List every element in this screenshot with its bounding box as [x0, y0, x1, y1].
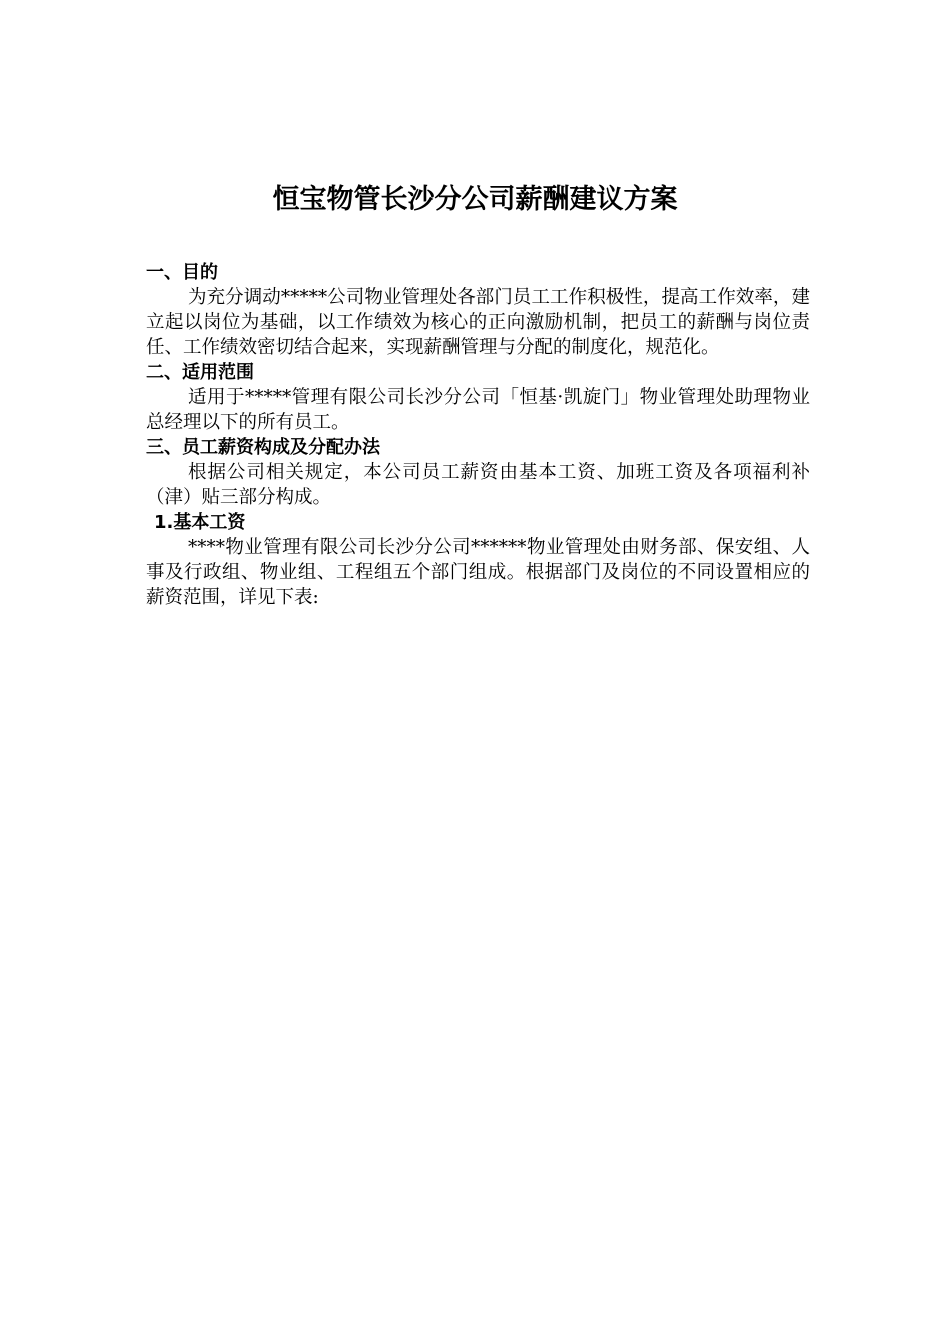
section-heading: 一、目的 [146, 262, 218, 283]
document-body [146, 260, 810, 610]
section-paragraph: ****物业管理有限公司长沙分公司******物业管理处由财务部、保安组、人事及行政组、物业组、工程组五个部门组成。根据部门及岗位的不同设置相应的薪资范围，详见下表: [146, 537, 810, 608]
section-basic-salary [146, 510, 810, 610]
section-salary-structure [146, 435, 810, 510]
section-heading: 三、员工薪资构成及分配办法 [146, 437, 380, 458]
subsection-heading: 1.基本工资 [154, 512, 246, 533]
section-paragraph: 适用于*****管理有限公司长沙分公司「恒基·凯旋门」物业管理处助理物业总经理以下的所有员工。 [146, 387, 810, 433]
section-paragraph: 为充分调动*****公司物业管理处各部门员工工作积极性，提高工作效率，建立起以岗位为基础，以工作绩效为核心的正向激励机制，把员工的薪酬与岗位责任、工作绩效密切结合起来，实现薪酬管理与分配的制度化，规范化。 [146, 287, 810, 358]
document-title: 恒宝物管长沙分公司薪酬建议方案 [272, 184, 678, 215]
section-scope [146, 360, 810, 435]
section-purpose [146, 260, 810, 360]
section-heading: 二、适用范围 [146, 362, 254, 383]
section-paragraph: 根据公司相关规定，本公司员工薪资由基本工资、加班工资及各项福利补（津）贴三部分构成。 [146, 462, 810, 508]
